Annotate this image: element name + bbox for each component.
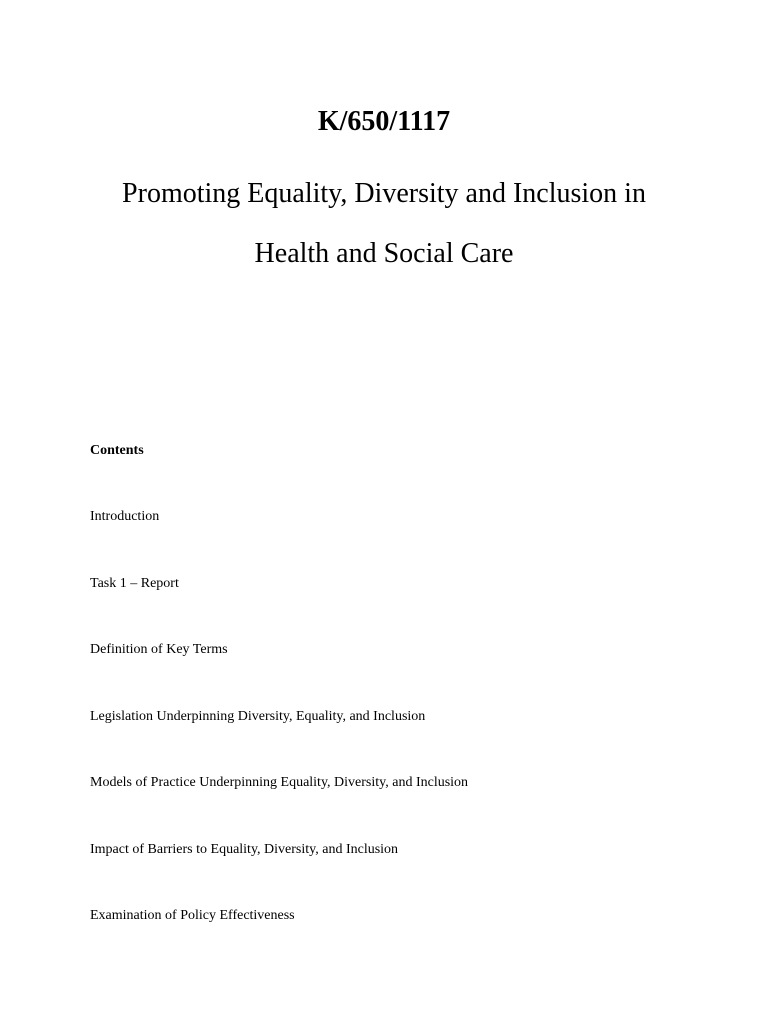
toc-item-task-1-report: Task 1 – Report [90, 575, 179, 591]
table-of-contents [90, 508, 468, 974]
document-title-line-1: Promoting Equality, Diversity and Inclusion in [122, 178, 646, 209]
document-title-line-2: Health and Social Care [254, 238, 514, 269]
contents-heading: Contents [90, 443, 144, 458]
course-code: K/650/1117 [317, 106, 451, 137]
toc-item-policy-effectiveness: Examination of Policy Effectiveness [90, 908, 295, 923]
toc-item-impact-of-barriers: Impact of Barriers to Equality, Diversity, and Inclusion [90, 841, 399, 857]
toc-item-legislation: Legislation Underpinning Diversity, Equality, and Inclusion [90, 708, 426, 724]
toc-item-definition-of-key-terms: Definition of Key Terms [90, 642, 228, 657]
toc-item-models-of-practice: Models of Practice Underpinning Equality, Diversity, and Inclusion [90, 775, 469, 790]
toc-item-introduction: Introduction [90, 509, 160, 524]
